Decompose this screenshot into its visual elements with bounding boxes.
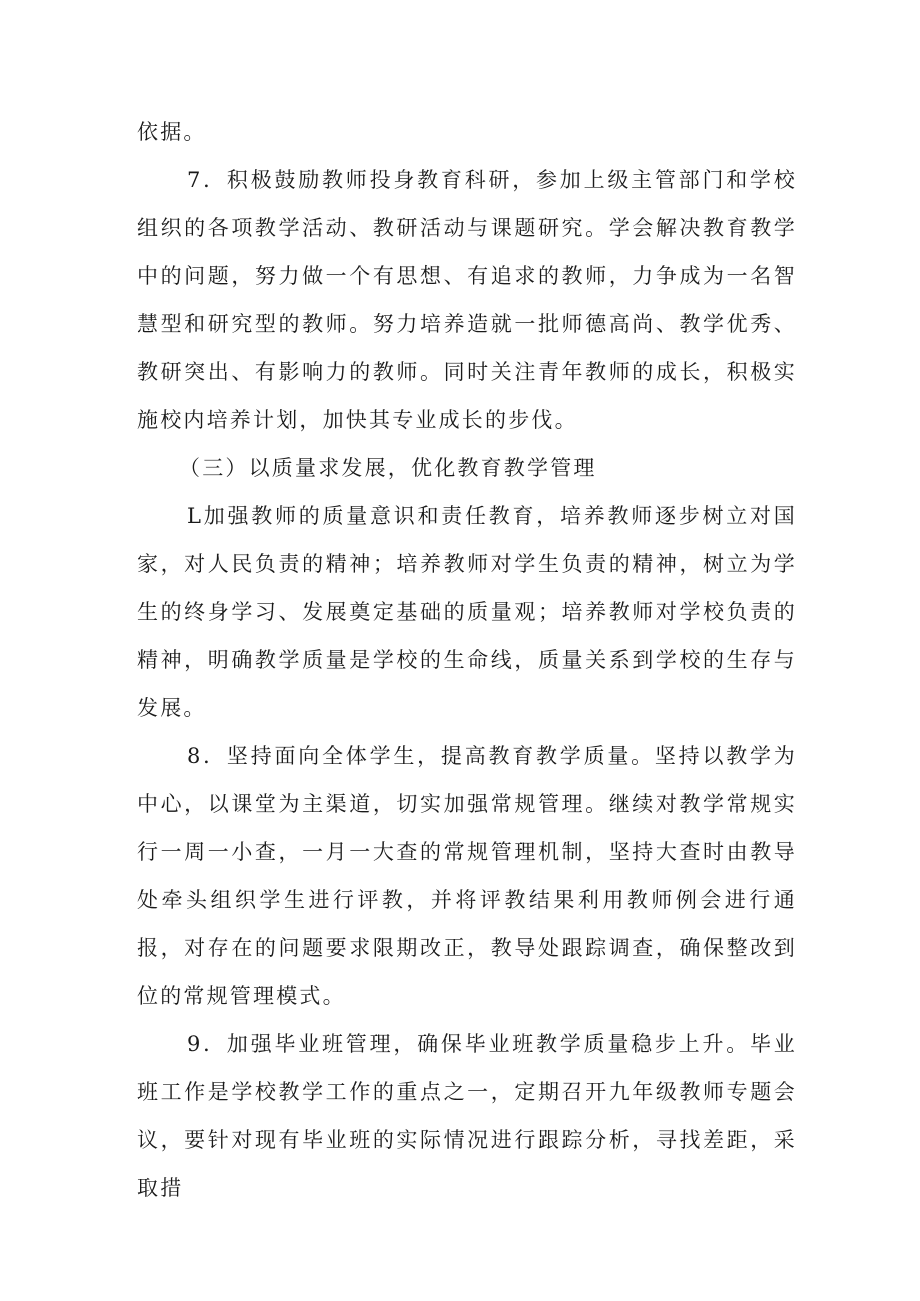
paragraph-item-8: 8．坚持面向全体学生，提高教育教学质量。坚持以教学为中心，以课堂为主渠道，切实加强常规管理。继续对教学常规实行一周一小查，一月一大查的常规管理机制，坚持大查时由教导处牵头组织学生进行评教，并将评教结果利用教师例会进行通报，对存在的问题要求限期改正，教导处跟踪调查，确保整改到位的常规管理模式。 (137, 744, 797, 1008)
document-body (137, 108, 797, 1212)
paragraph-continuation: 依据。 (137, 120, 207, 144)
paragraph-item-7: 7．积极鼓励教师投身教育科研，参加上级主管部门和学校组织的各项教学活动、教研活动与课题研究。学会解决教育教学中的问题，努力做一个有思想、有追求的教师，力争成为一名智慧型和研究型的教师。努力培养造就一批师德高尚、教学优秀、教研突出、有影响力的教师。同时关注青年教师的成长，积极实施校内培养计划，加快其专业成长的步伐。 (137, 168, 797, 432)
paragraph-item-9: 9．加强毕业班管理，确保毕业班教学质量稳步上升。毕业班工作是学校教学工作的重点之一，定期召开九年级教师专题会议，要针对现有毕业班的实际情况进行跟踪分析，寻找差距，采取措 (137, 1032, 797, 1200)
section-heading-3: （三）以质量求发展，优化教育教学管理 (179, 456, 597, 480)
paragraph-item-1: L加强教师的质量意识和责任教育，培养教师逐步树立对国家，对人民负责的精神；培养教师对学生负责的精神，树立为学生的终身学习、发展奠定基础的质量观；培养教师对学校负责的精神，明确教学质量是学校的生命线，质量关系到学校的生存与发展。 (137, 504, 797, 720)
